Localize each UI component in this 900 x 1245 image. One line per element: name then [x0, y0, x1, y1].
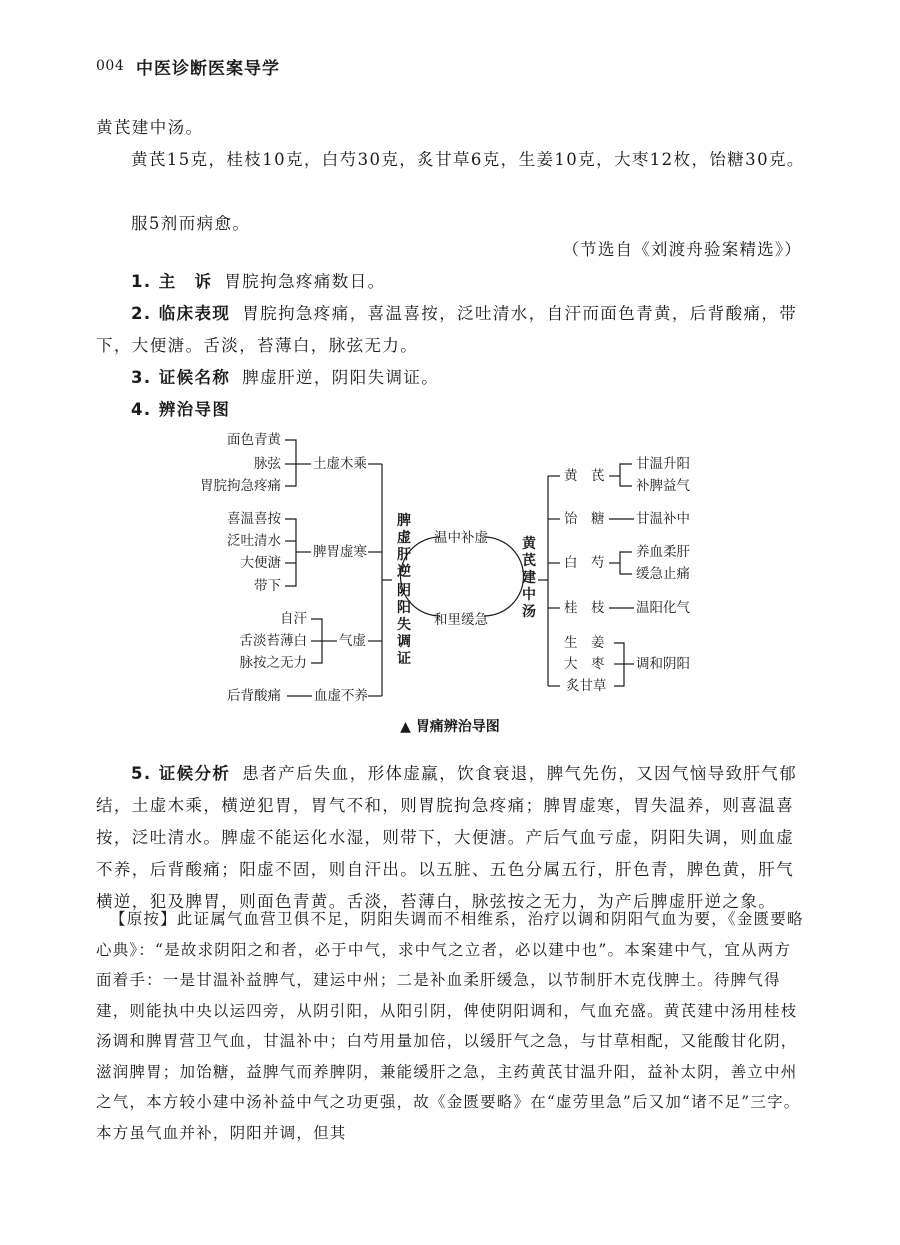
analysis-text: 患者产后失血，形体虚羸，饮食衰退，脾气先伤，又因气恼导致肝气郁结，土虚木乘，横逆犯胃，胃气不和，则胃脘拘急疼痛；脾胃虚寒，胃失温养，则喜温喜按，泛吐清水。脾虚不能运化水湿，则带下，大便溏。产后气血亏虚，阴阳失调，则血虚不养，后背酸痛；阳虚不固，则自汗出。以五脏、五色分属五行，肝色青，脾色黄，肝气横逆，犯及脾胃，则面色青黄。舌淡，苔薄白，脉弦按之无力，为产后脾虚肝逆之象。: [96, 764, 798, 911]
herb-label: 桂 枝: [564, 600, 605, 616]
herb-label: 炙甘草: [566, 678, 607, 694]
section-label: 3. 证候名称: [131, 368, 231, 387]
herb-label: 饴 糖: [564, 511, 605, 527]
symptom-label: 自汗: [280, 611, 307, 627]
section-analysis: [96, 758, 806, 918]
section-label: 4. 辨治导图: [131, 400, 231, 419]
mechanism-label: 土虚木乘: [313, 456, 367, 472]
treatment-label: 温中补虚: [434, 530, 488, 546]
section-text: 胃脘拘急疼痛，喜温喜按，泛吐清水，自汗而面色青黄，后背酸痛，带下，大便溏。舌淡，苔薄白，脉弦无力。: [96, 304, 798, 355]
treatment-label: 和里缓急: [434, 612, 488, 628]
symptom-label: 舌淡苔薄白: [239, 633, 307, 649]
symptom-label: 面色青黄: [227, 432, 281, 448]
symptom-label: 泛吐清水: [227, 533, 281, 549]
mechanism-label: 气虚: [339, 633, 366, 649]
effect-label: 温阳化气: [636, 600, 690, 616]
herb-label: 黄 芪: [564, 468, 605, 484]
running-title: 中医诊断医案导学: [136, 59, 280, 79]
symptom-label: 喜温喜按: [227, 511, 281, 527]
case-source: （节选自《刘渡舟验案精选》）: [562, 240, 802, 259]
symptom-label: 脉弦: [254, 456, 281, 472]
syndrome-yin-yang: 阴阳失调证: [397, 583, 411, 667]
section-text: 胃脘拘急疼痛数日。: [224, 272, 386, 291]
diagram-caption: ▲ 胃痛辨治导图: [400, 719, 500, 735]
effect-label: 补脾益气: [636, 478, 690, 494]
formula-vertical: 黄芪建中汤: [522, 536, 536, 620]
section-label: 5. 证候分析: [131, 764, 231, 783]
syndrome-spleen-liver: 脾虚肝逆: [397, 513, 411, 580]
commentary: 【原按】此证属气血营卫俱不足，阴阳失调而不相维系，治疗以调和阴阳气血为要，《金匮要略心典》：“是故求阴阳之和者，必于中气，求中气之立者，必以建中也”。本案建中气，宜从两方面着手：一是甘温补益脾气，建运中州；二是补血柔肝缓急，以节制肝木克伐脾土。待脾气得建，则能执中央以运四旁，从阴引阳，从阳引阴，俾使阴阳调和，气血充盛。黄芪建中汤用桂枝汤调和脾胃营卫气血，甘温补中；白芍用量加倍，以缓肝气之急，与甘草相配，又能酸甘化阴，滋润脾胃；加饴糖，益脾气而养脾阴，兼能缓肝之急，主药黄芪甘温升阳，益补太阴，善立中州之气，本方较小建中汤补益中气之功更强，故《金匮要略》在“虚劳里急”后又加“诸不足”三字。本方虽气血并补，阴阳并调，但其: [96, 910, 804, 1142]
effect-label: 缓急止痛: [636, 566, 690, 582]
section-label: 2. 临床表现: [131, 304, 231, 323]
herb-label: 白 芍: [564, 555, 605, 571]
symptom-label: 大便溏: [240, 555, 281, 571]
mechanism-label: 脾胃虚寒: [313, 544, 367, 560]
section-label: 1. 主 诉: [131, 272, 213, 291]
formula-ingredients: 黄芪15克，桂枝10克，白芍30克，炙甘草6克，生姜10克，大枣12枚，饴糖30克。: [131, 150, 805, 169]
herb-label: 大 枣: [564, 656, 605, 672]
effect-label: 养血柔肝: [636, 544, 690, 560]
symptom-label: 带下: [254, 578, 281, 594]
case-outcome: 服5剂而病愈。: [131, 214, 251, 233]
symptom-label: 胃脘拘急疼痛: [200, 478, 281, 494]
symptom-label: 后背酸痛: [227, 688, 281, 704]
formula-name: 黄芪建中汤。: [96, 118, 204, 137]
effect-label: 甘温升阳: [636, 456, 690, 472]
effect-label: 调和阴阳: [636, 656, 690, 672]
symptom-label: 脉按之无力: [239, 655, 307, 671]
effect-label: 甘温补中: [636, 511, 690, 527]
herb-label: 生 姜: [564, 635, 605, 651]
section-text: 脾虚肝逆，阴阳失调证。: [242, 368, 440, 387]
mechanism-label: 血虚不养: [314, 688, 368, 704]
page-number: 004: [96, 58, 125, 74]
